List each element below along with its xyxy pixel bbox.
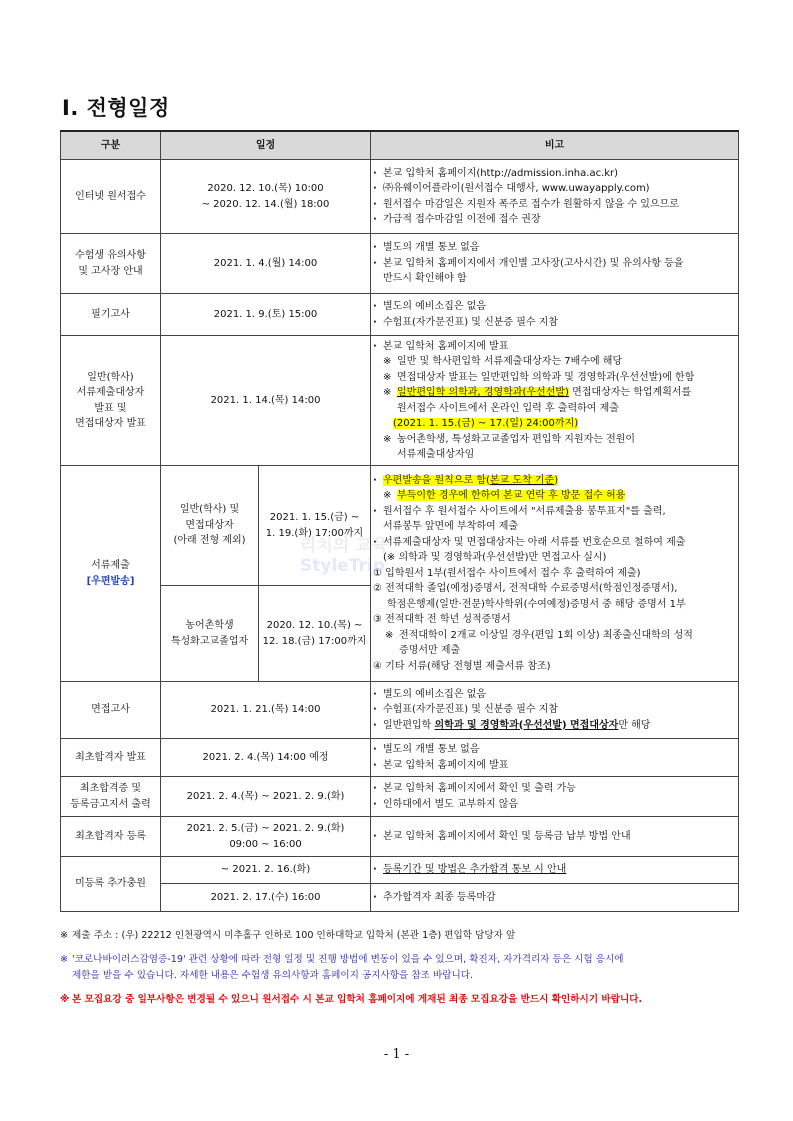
row-category: 필기고사	[61, 294, 161, 336]
row-date	[161, 817, 371, 857]
remark-item: · 별도의 예비소집은 없음	[371, 687, 738, 703]
row-category: 최초합격자 등록	[61, 817, 161, 857]
category-line: 일반(학사)	[87, 371, 134, 383]
category-line: 최초합격증 및	[79, 783, 142, 794]
highlight-text: 부득이한 경우에 한하여 본교 연락 후 방문 접수 허용	[397, 490, 626, 502]
remark-item: · 본교 입학처 홈페이지에 발표	[371, 339, 738, 355]
remark-text: 만 해당	[618, 719, 651, 731]
category-line: 발표 및	[94, 402, 127, 414]
footnote-warning: ※ 본 모집요강 중 일부사항은 변경될 수 있으니 원서접수 시 본교 입학처 홈페이지에 게재된 최종 모집요강을 반드시 확인하시기 바랍니다.	[60, 992, 750, 1007]
row-remarks	[371, 336, 739, 466]
table-row	[61, 884, 739, 912]
header-category: 구분	[61, 131, 161, 160]
remark-item: · 등록기간 및 방법은 추가합격 통보 시 안내	[371, 862, 738, 878]
subcategory-rural	[161, 586, 259, 682]
remark-item	[371, 473, 738, 489]
remark-item: · 추가합격자 최종 등록마감	[371, 890, 738, 906]
category-line: 면접대상자 발표	[75, 418, 146, 429]
category-line: 등록금고지서 출력	[70, 798, 151, 810]
row-date: 2021. 1. 4.(월) 14:00	[161, 234, 371, 294]
remark-item: · 서류제출대상자 및 면접대상자는 아래 서류를 번호순으로 철하여 제출	[371, 535, 738, 551]
subcategory-line: 일반(학사) 및	[179, 504, 240, 516]
row-date: 2021. 2. 4.(목) ~ 2021. 2. 9.(화)	[161, 777, 371, 817]
table-row	[61, 682, 739, 739]
row-remarks	[371, 777, 739, 817]
row-date	[161, 160, 371, 234]
row-date: 2021. 1. 9.(토) 15:00	[161, 294, 371, 336]
row-category: 면접고사	[61, 682, 161, 739]
doc-subitem-cont: 증명서만 제출	[399, 645, 461, 657]
category-line: 수험생 유의사항	[75, 250, 146, 261]
remark-item: · ㈜유웨이어플라이(원서접수 대행사, www.uwayapply.com)	[371, 181, 738, 197]
category-sub: [우편발송]	[86, 575, 135, 587]
row-remarks	[371, 857, 739, 884]
row-date: 2021. 2. 4.(목) 14:00 예정	[161, 739, 371, 777]
remark-item: · 별도의 개별 통보 없음	[371, 742, 738, 758]
remark-item: · 인하대에서 별도 교부하지 않음	[371, 797, 738, 813]
remark-item: · 수험표(자가문진표) 및 신분증 필수 지참	[371, 702, 738, 718]
remark-subitem-date	[371, 416, 738, 432]
date-line: 09:00 ~ 16:00	[229, 838, 302, 850]
remark-subitem	[371, 385, 738, 401]
footnotes	[60, 928, 750, 1016]
remark-item: · 본교 입학처 홈페이지(http://admission.inha.ac.kr)	[371, 166, 738, 182]
category-line: 서류제출대상자	[76, 387, 145, 398]
table-header-row	[61, 131, 739, 160]
highlight-text: 일반편입학 의학과, 경영학과(우선선발)	[397, 387, 569, 398]
remark-item-cont: (※ 의학과 및 경영학과(우선선발)만 면접고사 실시)	[383, 552, 607, 564]
remark-text-underlined: 본교 도착 기준	[489, 474, 555, 486]
remark-item: · 원서접수 후 원서접수 사이트에서 "서류제출용 봉투표지"를 출력,	[371, 504, 738, 520]
table-row	[61, 817, 739, 857]
row-category: 인터넷 원서접수	[61, 160, 161, 234]
subcategory-line: 면접대상자	[185, 519, 234, 531]
doc-item-cont: 학점은행제(일반·전문)학사학위(수여예정)증명서 중 해당 증명서 1부	[387, 598, 686, 610]
remark-item-cont	[371, 212, 738, 228]
remark-text: · 가급적 접수마감일 이전에 접수 권장	[383, 214, 541, 225]
row-remarks	[371, 466, 739, 682]
schedule-table	[60, 130, 739, 912]
remark-subitem	[371, 488, 738, 504]
remark-text: 일반편입학	[383, 719, 435, 731]
header-remarks: 비고	[371, 131, 739, 160]
row-remarks	[371, 160, 739, 234]
date-line: 2020. 12. 10.(목) 10:00	[207, 183, 324, 194]
table-row	[61, 466, 739, 586]
doc-item: ② 전적대학 졸업(예정)증명서, 전적대학 수료증명서(학점인정증명서),	[373, 583, 678, 595]
remark-item-cont: 반드시 확인해야 함	[383, 273, 467, 285]
footnote-line: ※ '코로나바이러스감염증-19' 관련 상황에 따라 전형 일정 및 진행 방법에 변동이 있을 수 있으며, 확진자, 자가격리자 등은 시험 응시에	[72, 954, 624, 966]
doc-subitem: ※ 전적대학이 2개교 이상일 경우(편입 1회 이상) 최종출신대학의 성적	[371, 628, 738, 644]
highlight-text: (2021. 1. 15.(금) ~ 17.(일) 24:00까지)	[393, 418, 579, 429]
date-line: 1. 19.(화) 17:00까지	[265, 527, 364, 539]
doc-item: ③ 전적대학 전 학년 성적증명서	[373, 614, 511, 626]
remark-subitem: ※ 면접대상자 발표는 일반편입학 의학과 및 경영학과(우선선발)에 한함	[371, 370, 738, 386]
footnote-covid	[60, 952, 750, 983]
row-category: 미등록 추가충원	[61, 857, 161, 912]
row-remarks	[371, 739, 739, 777]
remark-item: · 본교 입학처 홈페이지에서 개인별 고사장(고사시간) 및 유의사항 등을	[371, 256, 738, 272]
remark-text: 우편발송을 원칙으로 함(	[383, 474, 490, 486]
row-remarks	[371, 682, 739, 739]
subcategory-line: 농어촌학생	[185, 620, 234, 631]
row-date: 2021. 1. 21.(목) 14:00	[161, 682, 371, 739]
header-schedule: 일정	[161, 131, 371, 160]
footnote-address: ※ 제출 주소 : (우) 22212 인천광역시 미추홀구 인하로 100 인하대학교 입학처 (본관 1층) 편입학 담당자 앞	[60, 928, 750, 943]
subcategory-line: 특성화고교졸업자	[170, 635, 249, 647]
table-row	[61, 777, 739, 817]
subcategory-line: (아래 전형 제외)	[173, 535, 246, 547]
remark-item: · 본교 입학처 홈페이지에 발표	[371, 758, 738, 774]
date-line: ~ 2020. 12. 14.(월) 18:00	[201, 198, 330, 210]
remark-text: )	[554, 474, 559, 486]
remark-text: 면접대상자는 학업계획서를	[568, 387, 692, 398]
remark-item-cont: 서류봉투 앞면에 부착하여 제출	[383, 521, 519, 533]
row-date	[259, 586, 371, 682]
table-row	[61, 336, 739, 466]
row-remarks	[371, 884, 739, 912]
subcategory-general	[161, 466, 259, 586]
row-remarks	[371, 294, 739, 336]
date-line: 12. 18.(금) 17:00까지	[262, 635, 367, 647]
page-title: Ⅰ. 전형일정	[62, 96, 170, 120]
row-date: 2021. 1. 14.(목) 14:00	[161, 336, 371, 466]
table-row	[61, 234, 739, 294]
remark-subitem-cont: 원서접수 사이트에서 온라인 입력 후 출력하여 제출	[397, 402, 619, 414]
row-category: 최초합격자 발표	[61, 739, 161, 777]
remark-item: · 별도의 예비소집은 없음	[371, 299, 738, 315]
date-line: 2021. 2. 5.(금) ~ 2021. 2. 9.(화)	[186, 823, 345, 834]
remark-text-underlined: 의학과 및 경영학과(우선선발) 면접대상자	[434, 719, 619, 731]
row-category	[61, 777, 161, 817]
remark-item: · 본교 입학처 홈페이지에서 확인 및 등록금 납부 방법 안내	[371, 829, 738, 845]
table-row	[61, 739, 739, 777]
category-line: 및 고사장 안내	[78, 265, 143, 277]
page-number: - 1 -	[383, 1047, 410, 1062]
watermark-line: StyleTrip	[300, 556, 385, 577]
remark-item: · 수험표(자가문진표) 및 신분증 필수 지참	[371, 315, 738, 331]
table-row	[61, 857, 739, 884]
row-date	[259, 466, 371, 586]
doc-item: ④ 기타 서류(해당 전형별 제출서류 참조)	[373, 660, 551, 672]
row-category	[61, 234, 161, 294]
remark-subitem-cont: 서류제출대상자임	[397, 449, 475, 460]
row-remarks	[371, 234, 739, 294]
date-line: 2020. 12. 10.(목) ~	[266, 620, 363, 631]
remark-subitem: ※ 농어촌학생, 특성화고교졸업자 편입학 지원자는 전원이	[371, 432, 738, 448]
category-line: 서류제출	[91, 560, 130, 571]
doc-item: ① 입학원서 1부(원서접수 사이트에서 접수 후 출력하여 제출)	[373, 567, 641, 579]
watermark-line: 리치의 교육	[300, 536, 389, 556]
table-row	[61, 160, 739, 234]
remark-item: · 본교 입학처 홈페이지에서 확인 및 출력 가능	[371, 781, 738, 797]
remark-subitem: ※ 일반 및 학사편입학 서류제출대상자는 7배수에 해당	[371, 354, 738, 370]
row-date: 2021. 2. 17.(수) 16:00	[161, 884, 371, 912]
footnote-line: 제한을 받을 수 있습니다. 자세한 내용은 수험생 유의사항과 홈페이지 공지사항을 참조 바랍니다.	[72, 969, 474, 981]
remark-item: · 원서접수 마감일은 지원자 폭주로 접수가 원활하지 않을 수 있으므로	[371, 197, 738, 213]
remark-item: · 별도의 개별 통보 없음	[371, 240, 738, 256]
table-row	[61, 294, 739, 336]
remark-item	[371, 718, 738, 734]
highlight-text	[383, 475, 558, 486]
row-category	[61, 466, 161, 682]
date-line: 2021. 1. 15.(금) ~	[269, 512, 360, 523]
row-category	[61, 336, 161, 466]
row-date: ~ 2021. 2. 16.(화)	[161, 857, 371, 884]
row-remarks	[371, 817, 739, 857]
